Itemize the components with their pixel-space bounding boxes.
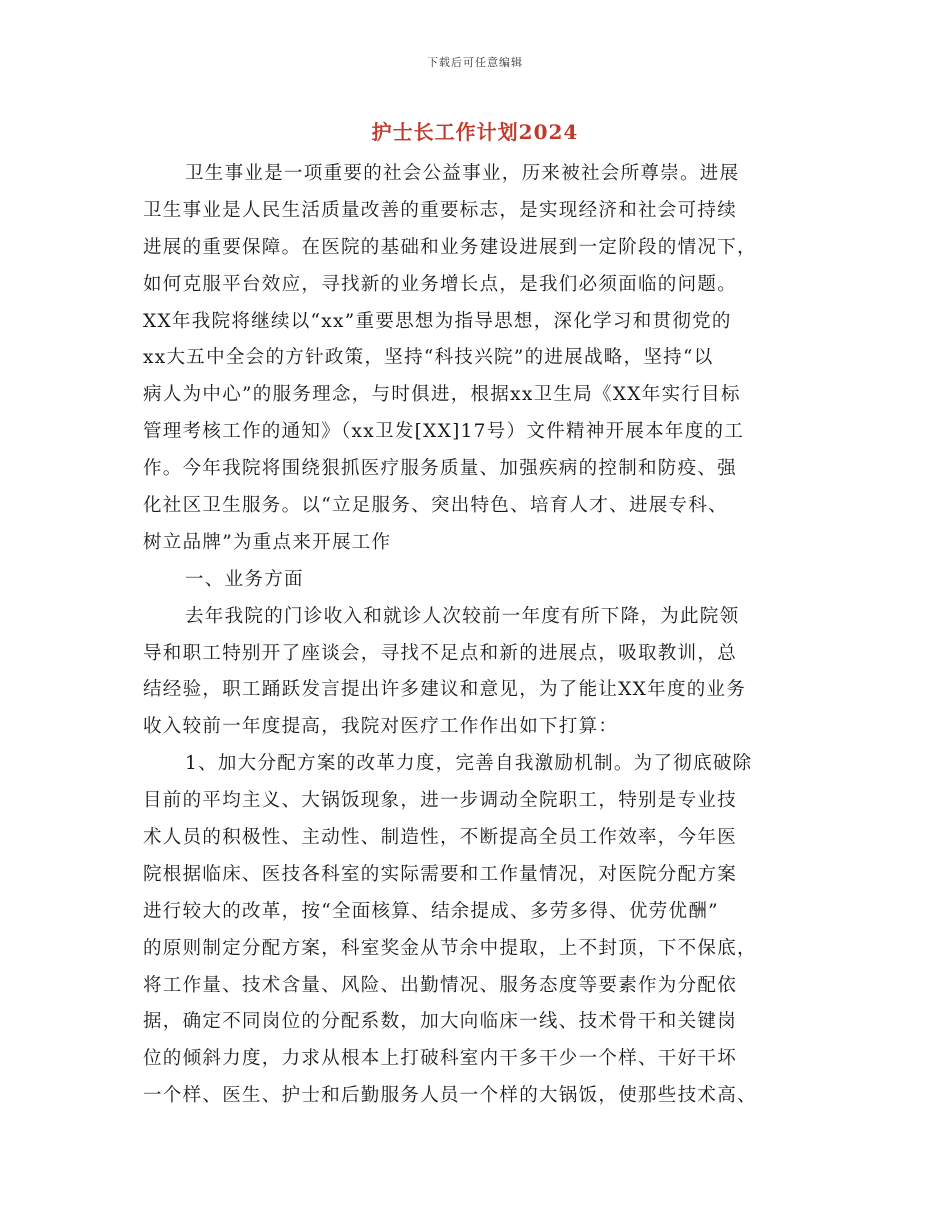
- text-line: 一、业务方面: [185, 568, 304, 590]
- text-line: XX年我院将继续以“xx”重要思想为指导思想，深化学习和贯彻党的: [143, 310, 732, 332]
- document-body: [143, 156, 807, 1115]
- text-line: 如何克服平台效应，寻找新的业务增长点，是我们必须面临的问题。: [143, 273, 738, 295]
- text-line: 病人为中心”的服务理念，与时俱进，根据xx卫生局《XX年实行目标: [143, 384, 741, 406]
- text-line: 卫生事业是一项重要的社会公益事业，历来被社会所尊崇。进展: [185, 163, 740, 184]
- text-line: 收入较前一年度提高，我院对医疗工作作出如下打算：: [143, 716, 619, 738]
- text-line: 进展的重要保障。在医院的基础和业务建设进展到一定阶段的情况下，: [143, 236, 757, 258]
- text-line: 将工作量、技术含量、风险、出勤情况、服务态度等要素作为分配依: [143, 974, 738, 996]
- page-header-note: 下载后可任意编辑: [427, 56, 523, 69]
- text-line: 导和职工特别开了座谈会，寻找不足点和新的进展点，吸取教训，总: [143, 642, 738, 664]
- text-line: 化社区卫生服务。以“立足服务、突出特色、培育人才、进展专科、: [143, 495, 728, 517]
- text-line: 目前的平均主义、大锅饭现象，进一步调动全院职工，特别是专业技: [143, 790, 738, 812]
- text-line: 1、加大分配方案的改革力度，完善自我激励机制。为了彻底破除: [185, 753, 753, 775]
- text-line: 结经验，职工踊跃发言提出许多建议和意见，为了能让XX年度的业务: [143, 679, 747, 701]
- text-line: 进行较大的改革，按“全面核算、结余提成、多劳多得、优劳优酬”: [143, 900, 719, 922]
- text-line: xx大五中全会的方针政策，坚持“科技兴院”的进展战略，坚持“以: [143, 347, 714, 369]
- text-line: 作。今年我院将围绕狠抓医疗服务质量、加强疾病的控制和防疫、强: [143, 458, 738, 480]
- text-line: 院根据临床、医技各科室的实际需要和工作量情况，对医院分配方案: [143, 863, 738, 885]
- text-line: 的原则制定分配方案，科室奖金从节余中提取，上不封顶，下不保底，: [143, 937, 757, 959]
- text-line: 树立品牌”为重点来开展工作: [143, 531, 392, 553]
- text-line: 卫生事业是人民生活质量改善的重要标志，是实现经济和社会可持续: [143, 199, 738, 221]
- text-line: 去年我院的门诊收入和就诊人次较前一年度有所下降，为此院领: [185, 605, 740, 627]
- text-line: 术人员的积极性、主动性、制造性，不断提高全员工作效率，今年医: [143, 827, 738, 849]
- text-line: 管理考核工作的通知》（xx卫发[XX]17号）文件精神开展本年度的工: [143, 421, 745, 443]
- text-line: 一个样、医生、护士和后勤服务人员一个样的大锅饭，使那些技术高、: [143, 1085, 757, 1107]
- text-line: 位的倾斜力度，力求从根本上打破科室内干多干少一个样、干好干坏: [143, 1048, 738, 1070]
- document-title: 护士长工作计划2024: [371, 120, 579, 144]
- text-line: 据，确定不同岗位的分配系数，加大向临床一线、技术骨干和关键岗: [143, 1011, 738, 1033]
